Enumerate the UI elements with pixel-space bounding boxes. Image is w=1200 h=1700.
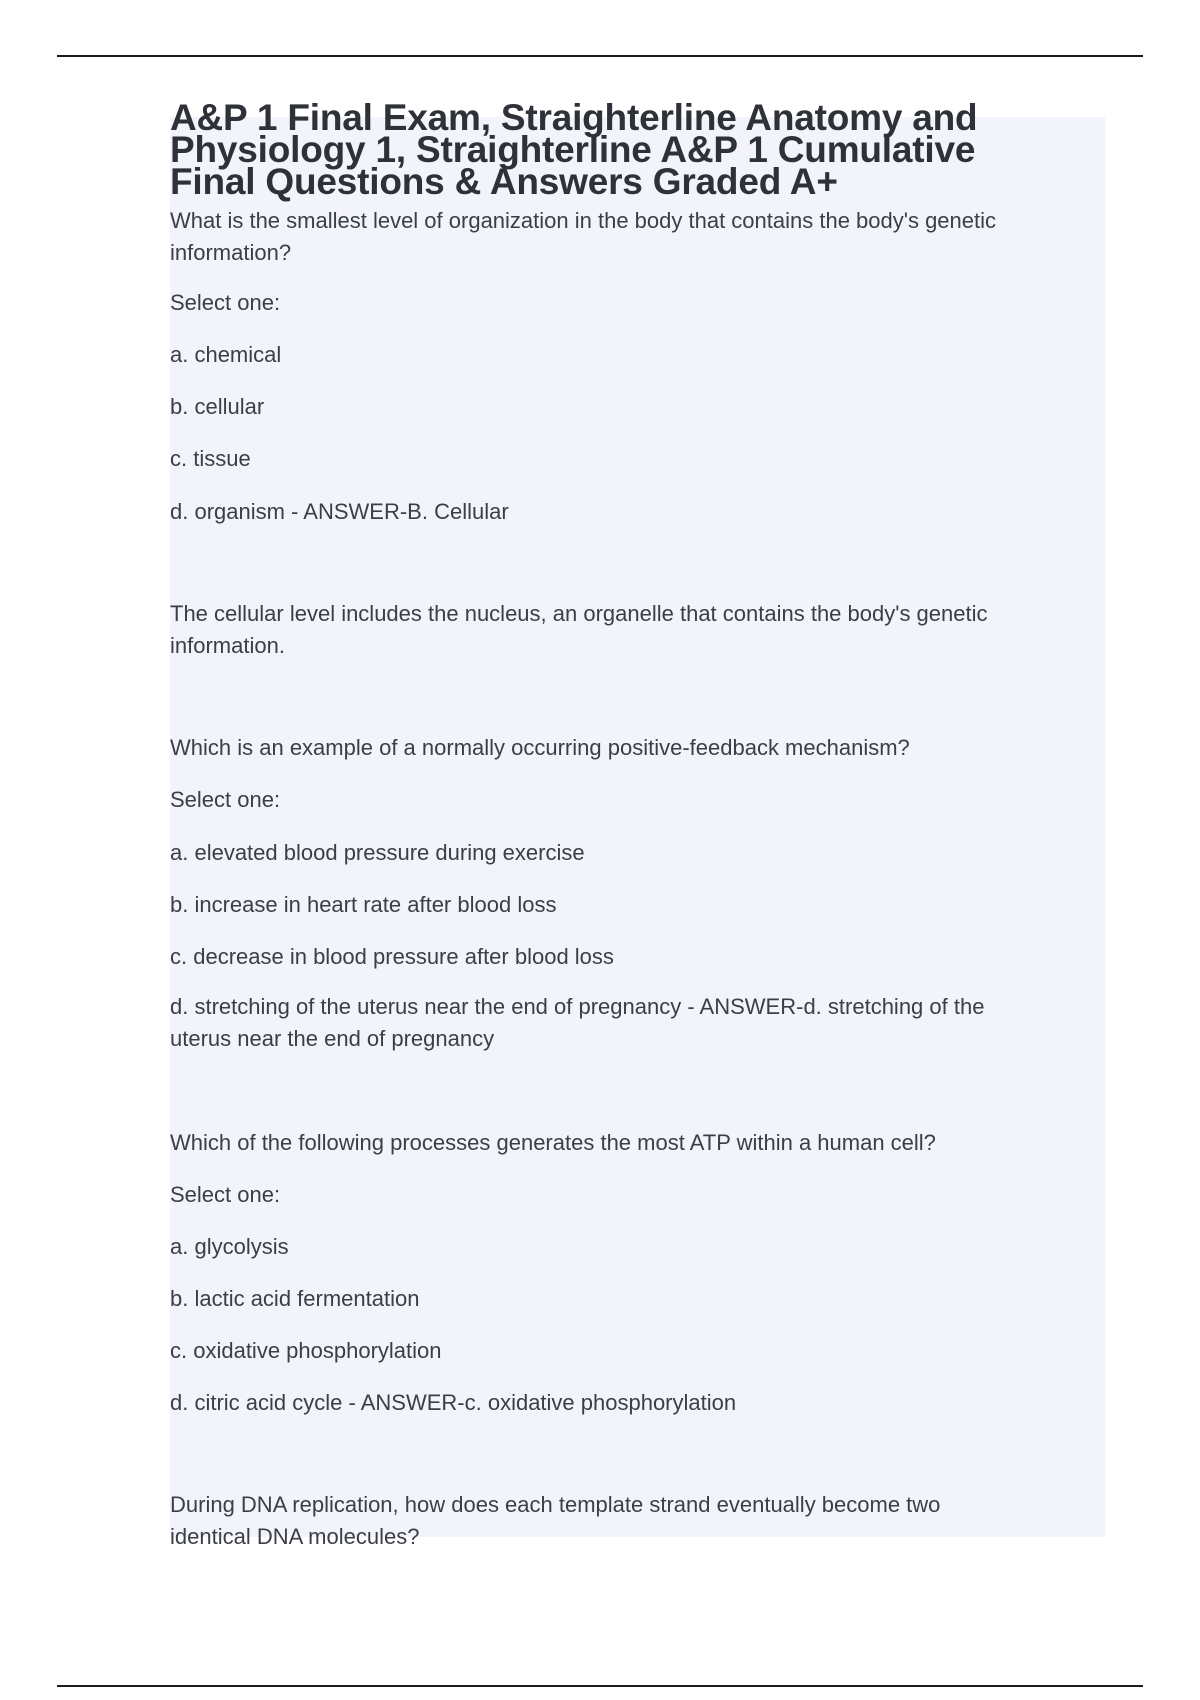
content-background [170,117,1105,1537]
question-2-option-d-answer [170,991,1100,1055]
question-line: identical DNA molecules? [170,1524,420,1549]
question-1-option-b: b. cellular [170,394,265,419]
question-line: What is the smallest level of organization in the body that contains the body's genetic [170,208,997,233]
question-2-option-b: b. increase in heart rate after blood loss [170,892,557,917]
question-line: information? [170,240,292,265]
title-line: Final Questions & Answers Graded A+ [170,161,838,202]
question-2-select-label: Select one: [170,787,281,812]
question-4-text [170,1489,1100,1553]
question-line: During DNA replication, how does each template strand eventually become two [170,1492,941,1517]
question-1-select-label: Select one: [170,290,281,315]
title-line: A&P 1 Final Exam, Straighterline Anatomy and [170,97,978,138]
option-line: uterus near the end of pregnancy [170,1026,495,1051]
top-rule [57,55,1143,57]
question-3-option-d-answer: d. citric acid cycle - ANSWER-c. oxidative phosphorylation [170,1390,737,1415]
question-2-option-c: c. decrease in blood pressure after blood loss [170,944,614,969]
option-line: d. stretching of the uterus near the end of pregnancy - ANSWER-d. stretching of the [170,994,985,1019]
question-2-option-a: a. elevated blood pressure during exercise [170,840,585,865]
question-3-option-a: a. glycolysis [170,1234,289,1259]
question-1-option-c: c. tissue [170,446,251,471]
title-line: Physiology 1, Straighterline A&P 1 Cumulative [170,129,976,170]
bottom-rule [57,1685,1143,1687]
question-2-text: Which is an example of a normally occurring positive-feedback mechanism? [170,735,910,760]
question-1-option-d-answer: d. organism - ANSWER-B. Cellular [170,499,509,524]
question-1-text [170,205,1100,269]
explanation-line: The cellular level includes the nucleus, an organelle that contains the body's genetic [170,601,988,626]
question-1-explanation [170,598,1100,662]
question-3-option-b: b. lactic acid fermentation [170,1286,420,1311]
explanation-line: information. [170,633,285,658]
question-3-select-label: Select one: [170,1182,281,1207]
question-3-text: Which of the following processes generates the most ATP within a human cell? [170,1130,936,1155]
document-title [170,97,1120,202]
question-1-option-a: a. chemical [170,342,282,367]
question-3-option-c: c. oxidative phosphorylation [170,1338,442,1363]
